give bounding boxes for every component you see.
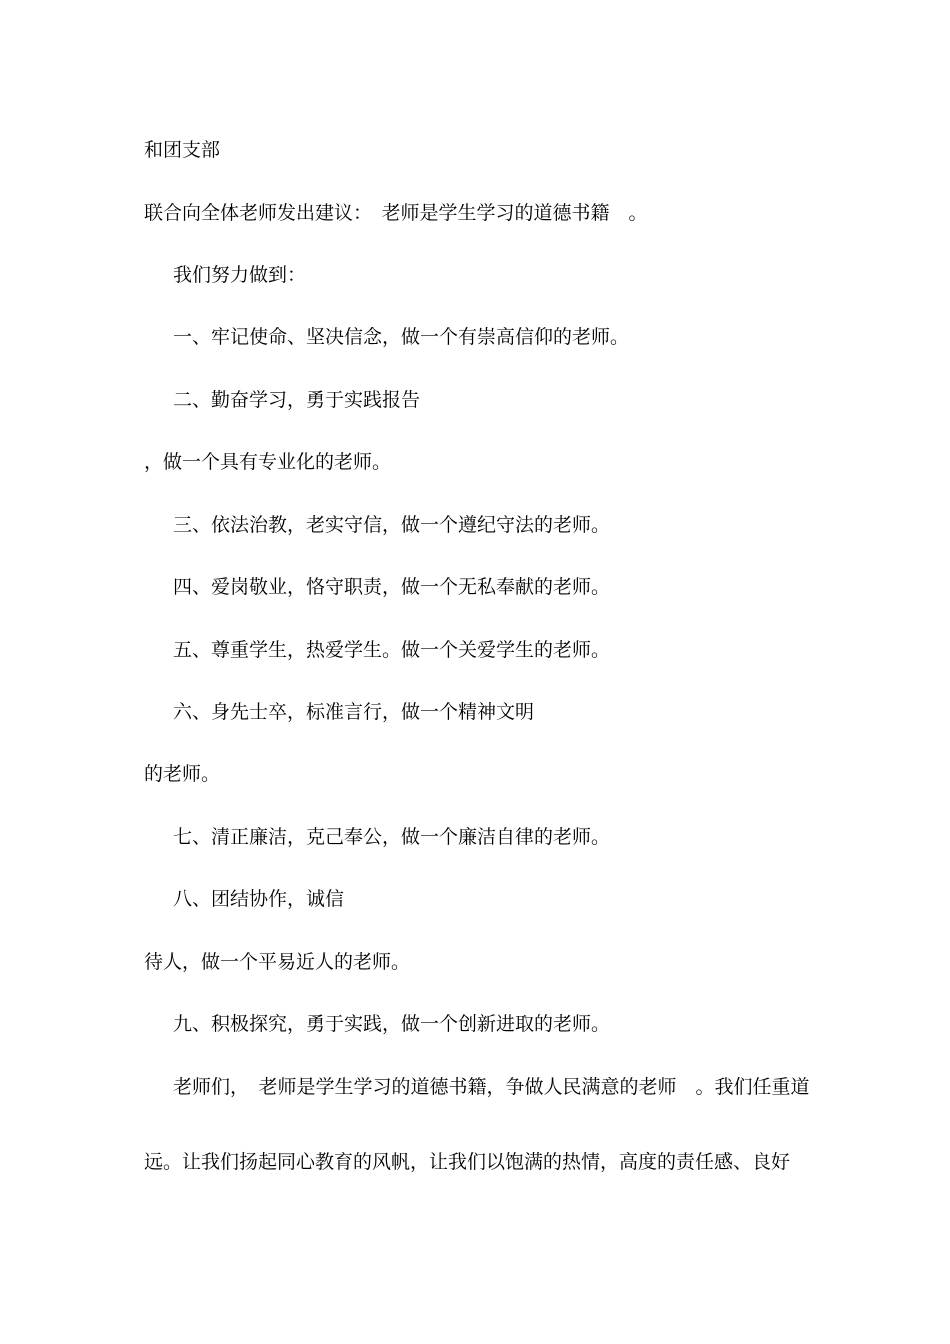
text-line: 一、牢记使命、坚决信念，做一个有崇高信仰的老师。 <box>173 326 630 348</box>
text-line: 七、清正廉洁，克己奉公，做一个廉洁自律的老师。 <box>173 826 611 848</box>
text-line: 老师们， 老师是学生学习的道德书籍，争做人民满意的老师 。我们任重道 <box>173 1076 810 1098</box>
text-line: 联合向全体老师发出建议： 老师是学生学习的道德书籍 。 <box>144 202 648 224</box>
text-line: 九、积极探究，勇于实践，做一个创新进取的老师。 <box>173 1013 611 1035</box>
text-line: 的老师。 <box>144 763 221 785</box>
text-line: 三、依法治教，老实守信，做一个遵纪守法的老师。 <box>173 514 611 536</box>
text-line: 和团支部 <box>144 139 221 161</box>
text-line: 五、尊重学生，热爱学生。做一个关爱学生的老师。 <box>173 639 611 661</box>
text-line: ，做一个具有专业化的老师。 <box>144 451 392 473</box>
text-line: 六、身先士卒，标准言行，做一个精神文明 <box>173 701 535 723</box>
text-line: 我们努力做到： <box>173 264 307 286</box>
text-line: 待人，做一个平易近人的老师。 <box>144 951 411 973</box>
text-line: 八、团结协作，诚信 <box>173 888 345 910</box>
text-line: 二、勤奋学习，勇于实践报告 <box>173 389 421 411</box>
text-line: 四、爱岗敬业，恪守职责，做一个无私奉献的老师。 <box>173 576 611 598</box>
text-line: 远。让我们扬起同心教育的风帆，让我们以饱满的热情，高度的责任感、良好 <box>144 1151 791 1173</box>
